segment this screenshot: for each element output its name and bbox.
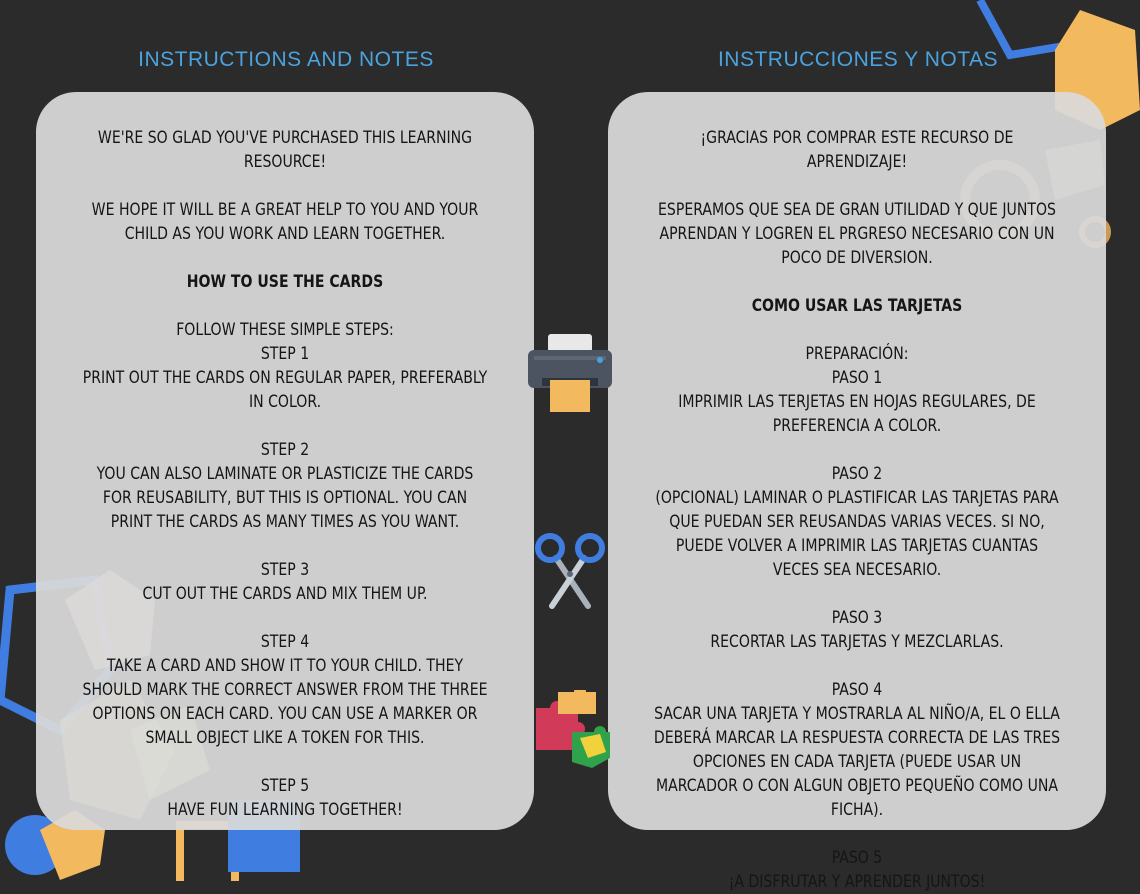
- step-text: RECORTAR LAS TARJETAS Y MEZCLARLAS.: [710, 632, 1004, 652]
- step-title: PASO 5: [831, 848, 883, 868]
- step-title: STEP 3: [260, 560, 310, 580]
- step-title: STEP 5: [260, 776, 310, 796]
- right-section-title: COMO USAR LAS TARJETAS: [751, 296, 963, 316]
- step-title: PASO 2: [831, 464, 883, 484]
- step-text: PRINT OUT THE CARDS ON REGULAR PAPER, PREFERABLY IN COLOR.: [82, 368, 488, 412]
- left-step-3: [82, 558, 489, 606]
- left-step-4: [82, 630, 489, 750]
- left-section-title: HOW TO USE THE CARDS: [186, 272, 384, 292]
- left-hope: WE HOPE IT WILL BE A GREAT HELP TO YOU AND YOUR CHILD AS YOU WORK AND LEARN TOGETHER.: [91, 200, 479, 244]
- right-step-2: [654, 462, 1061, 582]
- step-text: YOU CAN ALSO LAMINATE OR PLASTICIZE THE CARDS FOR REUSABILITY, BUT THIS IS OPTIONAL. YOU CAN PRINT THE CARDS AS MANY TIMES AS YOU WANT.: [96, 464, 474, 532]
- step-text: HAVE FUN LEARNING TOGETHER!: [167, 800, 403, 820]
- step-text: CUT OUT THE CARDS AND MIX THEM UP.: [142, 584, 428, 604]
- right-panel: [608, 92, 1106, 892]
- left-panel: [36, 92, 534, 830]
- right-step-5: [654, 846, 1061, 894]
- printer-icon: [528, 334, 612, 412]
- right-step-1: [654, 366, 1061, 438]
- step-text: ¡A DISFRUTAR Y APRENDER JUNTOS!: [728, 872, 986, 892]
- step-title: PASO 4: [831, 680, 883, 700]
- step-title: STEP 2: [260, 440, 310, 460]
- step-text: SACAR UNA TARJETA Y MOSTRARLA AL NIÑO/A, EL O ELLA DEBERÁ MARCAR LA RESPUESTA CORRECTA DE LAS TRES OPCIONES EN CADA TARJETA (PUEDE USAR UN MARCADOR O CON ALGUN OBJETO PEQUEÑO COMO UNA FICHA).: [653, 704, 1061, 820]
- left-step-1: [82, 342, 489, 414]
- step-title: PASO 3: [831, 608, 883, 628]
- step-text: (OPCIONAL) LAMINAR O PLASTIFICAR LAS TARJETAS PARA QUE PUEDAN SER REUSANDAS VARIAS VECES. SI NO, PUEDE VOLVER A IMPRIMIR LAS TARJETAS CUANTAS VECES SEA NECESARIO.: [655, 488, 1059, 580]
- right-step-3: [654, 606, 1061, 654]
- step-title: STEP 4: [260, 632, 310, 652]
- left-prep: FOLLOW THESE SIMPLE STEPS:: [176, 320, 394, 340]
- left-step-2: [82, 438, 489, 534]
- right-heading: INSTRUCCIONES Y NOTAS: [717, 48, 999, 71]
- step-text: TAKE A CARD AND SHOW IT TO YOUR CHILD. THEY SHOULD MARK THE CORRECT ANSWER FROM THE THREE OPTIONS ON EACH CARD. YOU CAN USE A MARKER OR SMALL OBJECT LIKE A TOKEN FOR THIS.: [82, 656, 488, 748]
- step-text: IMPRIMIR LAS TERJETAS EN HOJAS REGULARES, DE PREFERENCIA A COLOR.: [678, 392, 1036, 436]
- step-title: PASO 1: [831, 368, 883, 388]
- right-intro: ¡GRACIAS POR COMPRAR ESTE RECURSO DE APRENDIZAJE!: [700, 128, 1014, 172]
- step-title: STEP 1: [260, 344, 310, 364]
- left-intro: WE'RE SO GLAD YOU'VE PURCHASED THIS LEARNING RESOURCE!: [97, 128, 473, 172]
- left-step-5: [82, 774, 489, 822]
- puzzle-icon: [528, 690, 614, 770]
- scissors-icon: [534, 530, 606, 610]
- right-hope: ESPERAMOS QUE SEA DE GRAN UTILIDAD Y QUE JUNTOS APRENDAN Y LOGREN EL PRGRESO NECESARIO CON UN POCO DE DIVERSION.: [658, 200, 1056, 268]
- left-heading: INSTRUCTIONS AND NOTES: [138, 48, 434, 71]
- right-step-4: [654, 678, 1061, 822]
- right-prep: PREPARACIÓN:: [805, 344, 909, 364]
